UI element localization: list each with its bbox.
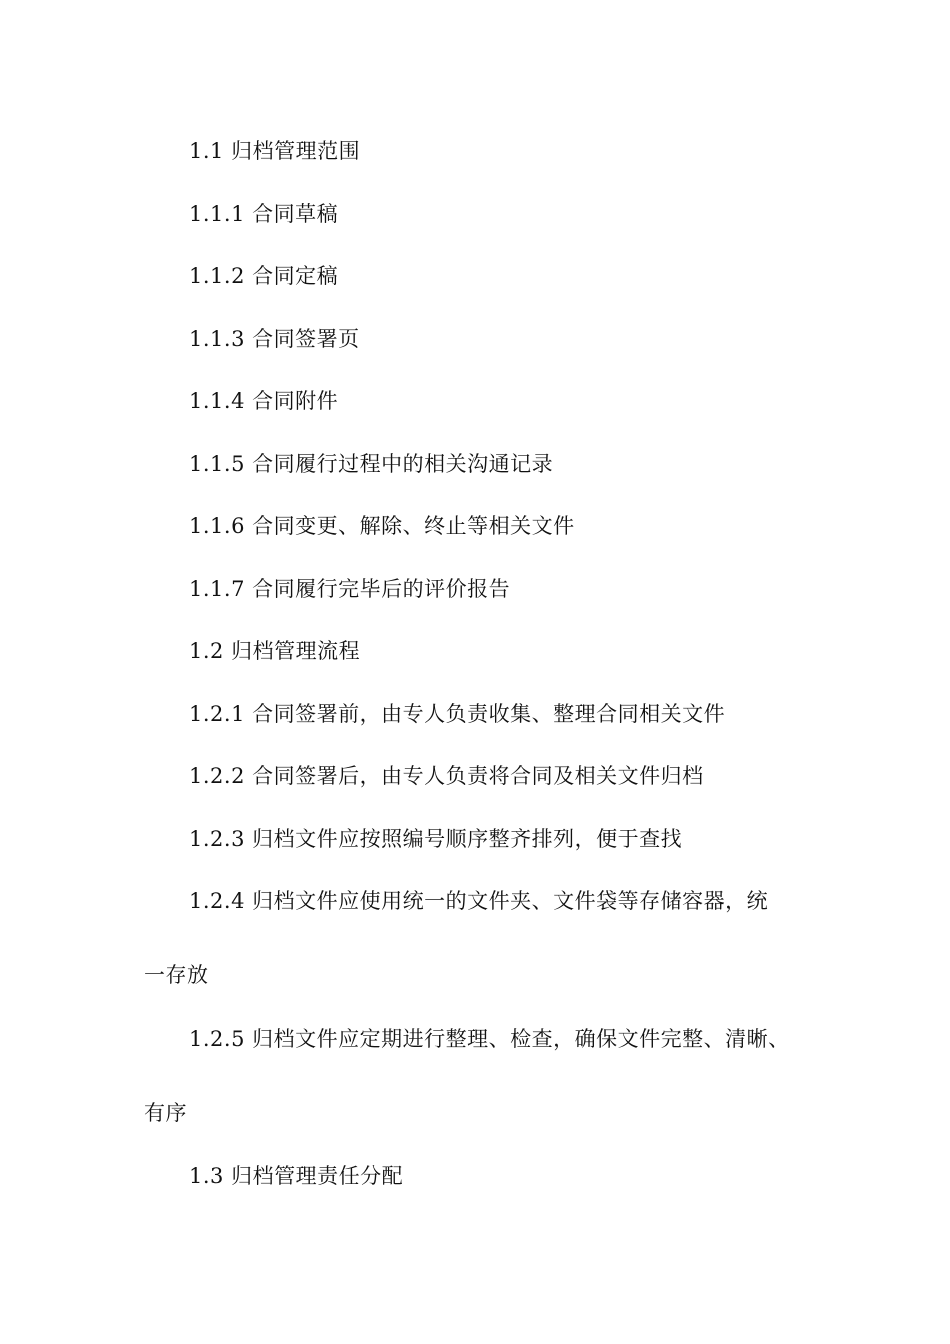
item-1-2-4: 1.2.4 归档文件应使用统一的文件夹、文件袋等存储容器，统 xyxy=(189,889,769,913)
item-1-2-4-continued: 一存放 xyxy=(144,963,209,987)
item-1-2-3: 1.2.3 归档文件应按照编号顺序整齐排列，便于查找 xyxy=(189,827,683,851)
item-1-2-5: 1.2.5 归档文件应定期进行整理、检查，确保文件完整、清晰、 xyxy=(189,1027,790,1051)
heading-1-1: 1.1 归档管理范围 xyxy=(189,139,361,163)
item-1-1-5: 1.1.5 合同履行过程中的相关沟通记录 xyxy=(189,452,554,476)
item-1-2-2: 1.2.2 合同签署后，由专人负责将合同及相关文件归档 xyxy=(189,764,704,788)
item-1-1-4: 1.1.4 合同附件 xyxy=(189,389,339,413)
heading-1-3: 1.3 归档管理责任分配 xyxy=(189,1164,404,1188)
item-1-1-7: 1.1.7 合同履行完毕后的评价报告 xyxy=(189,577,511,601)
item-1-1-1: 1.1.1 合同草稿 xyxy=(189,202,339,226)
item-1-1-2: 1.1.2 合同定稿 xyxy=(189,264,339,288)
heading-1-2: 1.2 归档管理流程 xyxy=(189,639,361,663)
item-1-1-6: 1.1.6 合同变更、解除、终止等相关文件 xyxy=(189,514,575,538)
item-1-1-3: 1.1.3 合同签署页 xyxy=(189,327,360,351)
item-1-2-1: 1.2.1 合同签署前，由专人负责收集、整理合同相关文件 xyxy=(189,702,726,726)
item-1-2-5-continued: 有序 xyxy=(144,1101,187,1125)
